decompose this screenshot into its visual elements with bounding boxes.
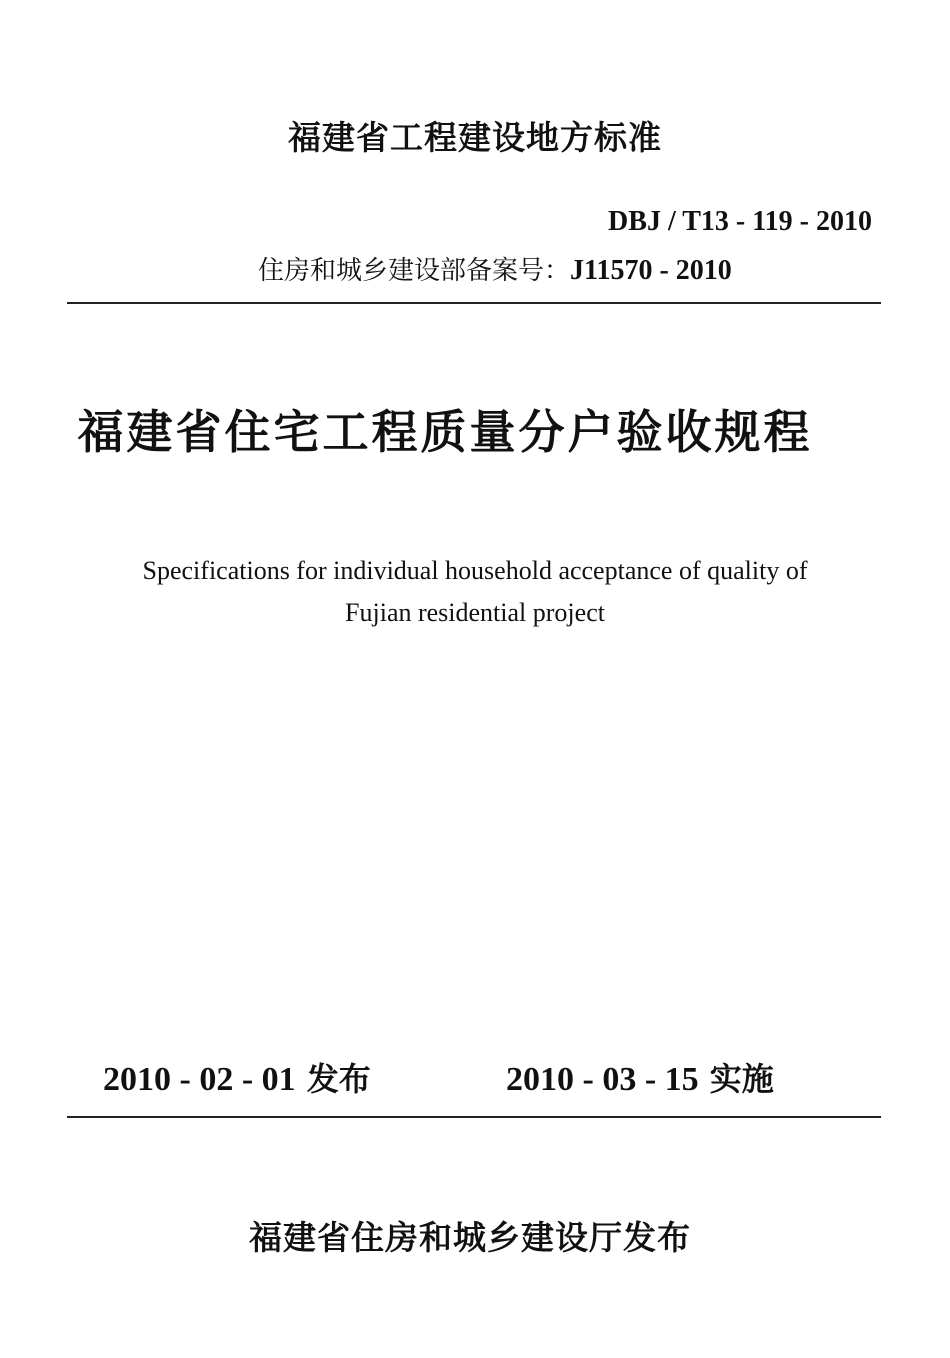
publish-date bbox=[103, 1054, 371, 1100]
top-divider bbox=[67, 302, 881, 304]
document-title-chinese: 福建省住宅工程质量分户验收规程 bbox=[77, 405, 813, 459]
english-title-line-1: Specifications for individual household acceptance of quality of bbox=[142, 556, 808, 585]
publish-date-value: 2010 - 02 - 01 bbox=[103, 1061, 296, 1098]
document-title-english bbox=[90, 550, 860, 634]
publisher: 福建省住房和城乡建设厅发布 bbox=[249, 1218, 691, 1257]
record-number-label: 住房和城乡建设部备案号： bbox=[258, 256, 571, 286]
implement-date bbox=[506, 1054, 774, 1100]
implement-date-value: 2010 - 03 - 15 bbox=[506, 1061, 699, 1098]
publish-date-label: 发布 bbox=[306, 1060, 371, 1098]
record-number-line bbox=[258, 250, 732, 287]
implement-date-label: 实施 bbox=[709, 1060, 774, 1098]
bottom-divider bbox=[67, 1116, 881, 1118]
standard-code: DBJ / T13 - 119 - 2010 bbox=[608, 206, 872, 237]
standard-category-heading: 福建省工程建设地方标准 bbox=[288, 118, 662, 157]
english-title-line-2: Fujian residential project bbox=[345, 598, 605, 627]
record-number-value: J11570 - 2010 bbox=[570, 255, 732, 286]
